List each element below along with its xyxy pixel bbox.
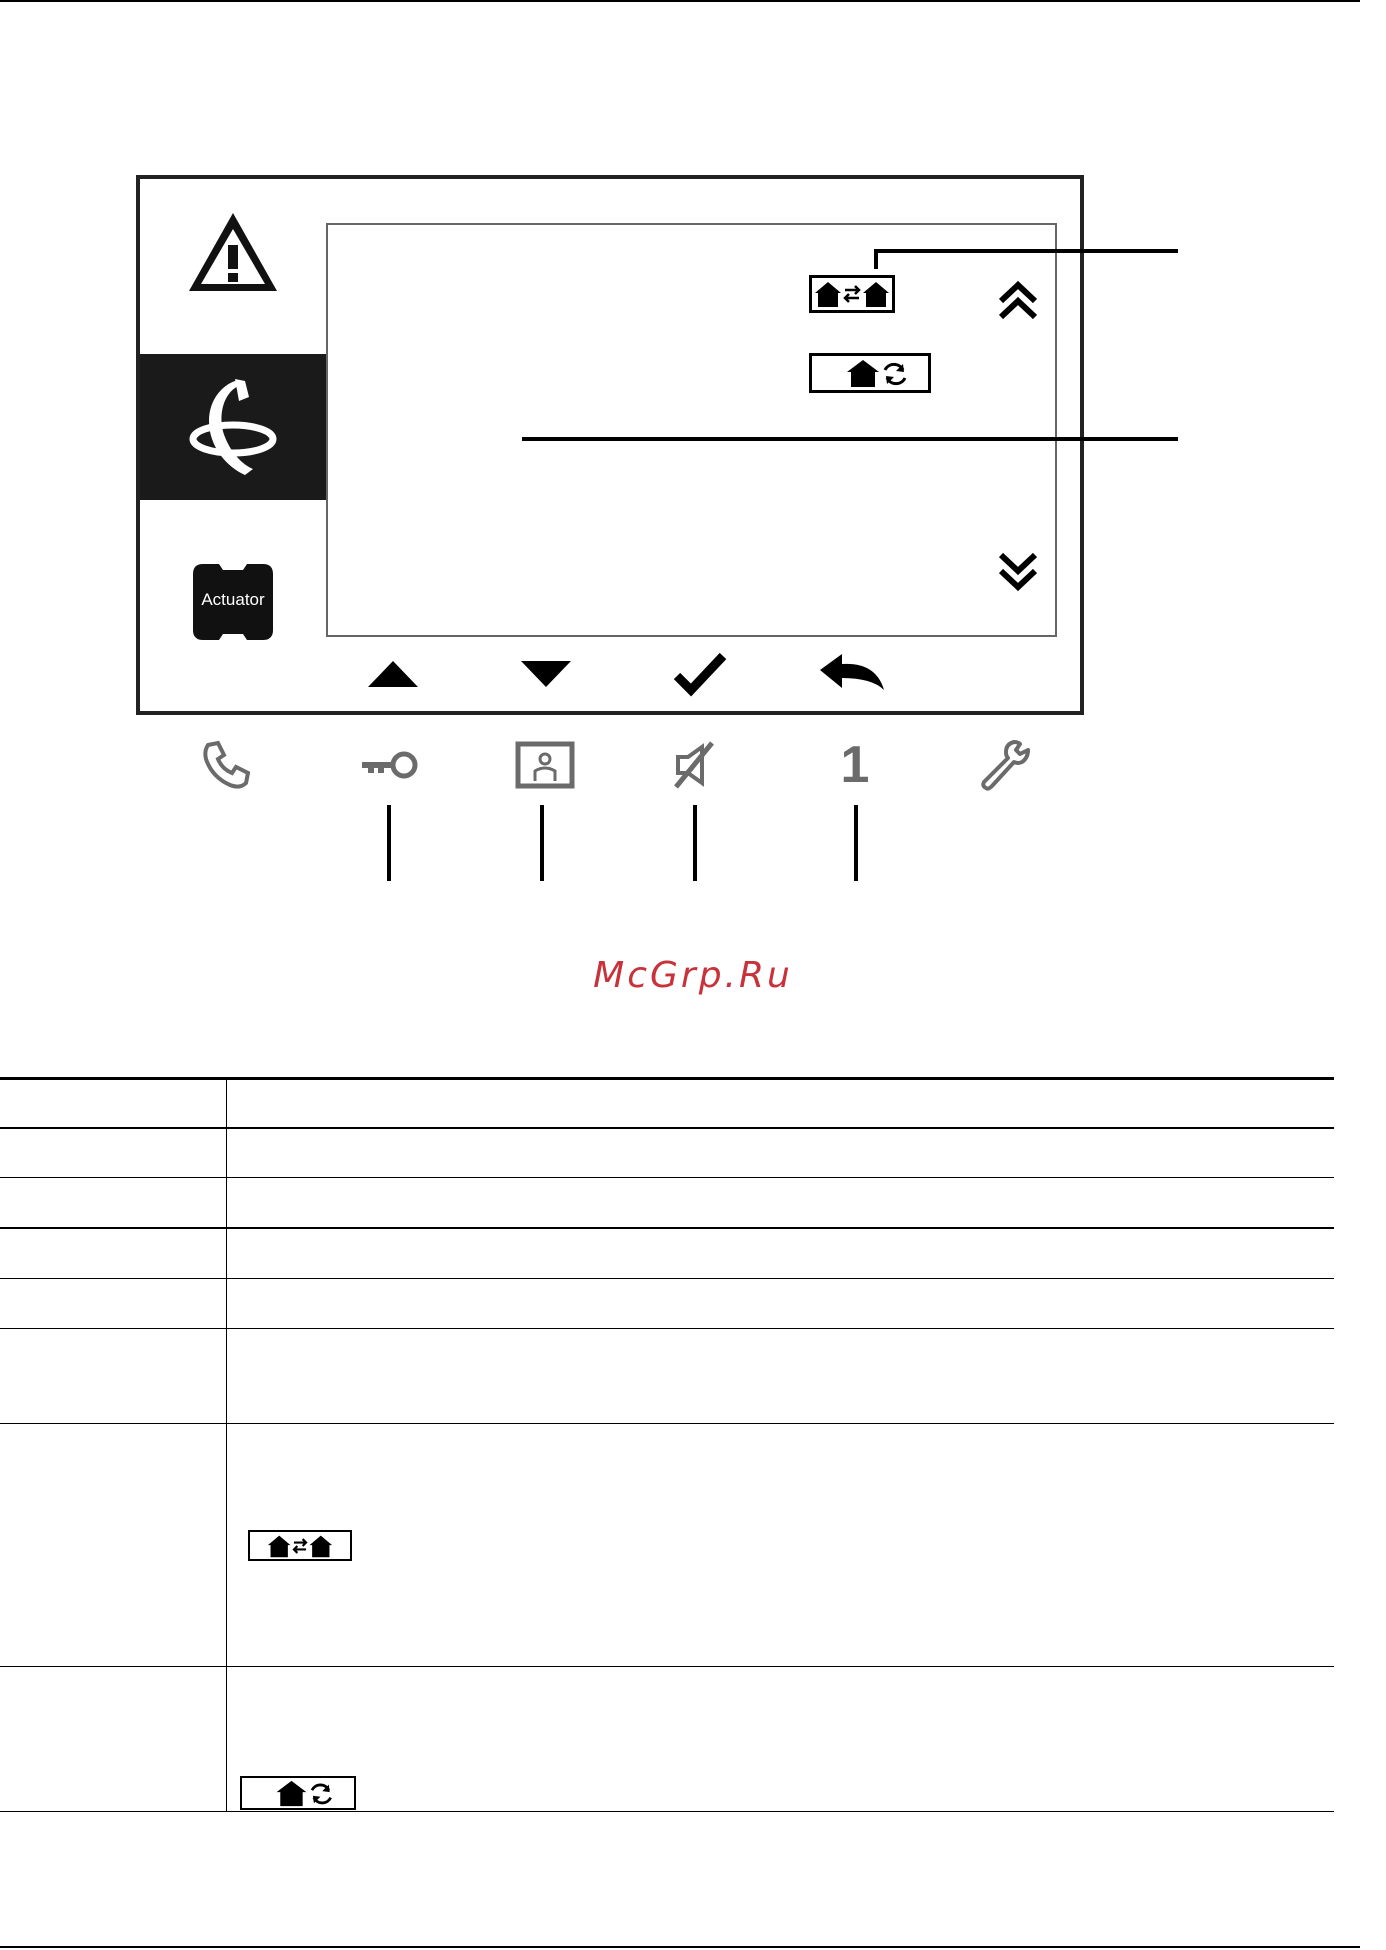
watermark: McGrp.Ru bbox=[593, 955, 793, 996]
side-tab-telephone[interactable] bbox=[140, 354, 326, 500]
phone-handset-icon bbox=[200, 739, 252, 791]
callout-key-3 bbox=[693, 805, 697, 881]
table-house-transfer-icon bbox=[248, 1530, 352, 1561]
warning-icon bbox=[185, 209, 281, 295]
side-tab-warning[interactable] bbox=[140, 179, 326, 325]
key-icon bbox=[360, 745, 420, 785]
callout-tick-transfer bbox=[874, 249, 878, 269]
table-rule bbox=[0, 1177, 1334, 1178]
triangle-up-icon bbox=[366, 659, 420, 689]
house-transfer-icon bbox=[254, 1533, 346, 1559]
callout-key-1 bbox=[387, 805, 391, 881]
table-rule bbox=[0, 1423, 1334, 1424]
hardware-key-mute[interactable] bbox=[665, 735, 725, 795]
house-cycle-icon bbox=[825, 358, 915, 388]
table-rule bbox=[0, 1666, 1334, 1667]
mute-speaker-icon bbox=[670, 739, 720, 791]
checkmark-icon bbox=[673, 650, 727, 698]
side-tab-actuator[interactable] bbox=[140, 529, 326, 675]
callout-key-4 bbox=[854, 805, 858, 881]
portrait-card-icon bbox=[515, 741, 575, 789]
hardware-key-wrench[interactable] bbox=[975, 735, 1035, 795]
house-transfer-icon bbox=[812, 279, 892, 309]
device-screen bbox=[136, 175, 1084, 715]
triangle-down-icon bbox=[519, 659, 573, 689]
number-one-key: 1 bbox=[840, 736, 870, 794]
callout-line-transfer bbox=[874, 249, 1178, 253]
footer-rule bbox=[0, 1946, 1360, 1948]
hardware-key-one[interactable] bbox=[825, 735, 885, 795]
double-chevron-down-icon[interactable] bbox=[996, 549, 1040, 593]
actuator-icon bbox=[189, 560, 277, 644]
house-cycle-mode-icon[interactable] bbox=[809, 353, 931, 393]
back-arrow-icon bbox=[818, 652, 888, 696]
double-chevron-up-icon[interactable] bbox=[996, 279, 1040, 323]
table-rule-top bbox=[0, 1077, 1334, 1080]
table-rule bbox=[0, 1328, 1334, 1329]
header-rule bbox=[0, 0, 1360, 2]
wrench-icon bbox=[978, 738, 1032, 792]
hardware-key-key[interactable] bbox=[360, 735, 420, 795]
callout-key-2 bbox=[540, 805, 544, 881]
content-pane bbox=[326, 223, 1057, 637]
table-column-divider bbox=[226, 1077, 227, 1811]
hardware-key-portrait[interactable] bbox=[515, 735, 575, 795]
table-rule bbox=[0, 1227, 1334, 1229]
hardware-key-phone[interactable] bbox=[196, 735, 256, 795]
telephone-dial-icon bbox=[183, 377, 283, 477]
soft-key-down[interactable] bbox=[511, 649, 581, 699]
callout-line-content bbox=[522, 437, 1178, 441]
table-house-cycle-icon bbox=[240, 1776, 356, 1810]
soft-key-back[interactable] bbox=[818, 649, 888, 699]
soft-key-confirm[interactable] bbox=[665, 649, 735, 699]
house-transfer-mode-icon[interactable] bbox=[809, 275, 895, 313]
soft-key-up[interactable] bbox=[358, 649, 428, 699]
actuator-label: Actuator bbox=[201, 590, 265, 609]
house-cycle-icon bbox=[255, 1779, 341, 1807]
table-rule-bottom bbox=[0, 1811, 1334, 1812]
table-rule bbox=[0, 1127, 1334, 1129]
table-rule bbox=[0, 1278, 1334, 1279]
